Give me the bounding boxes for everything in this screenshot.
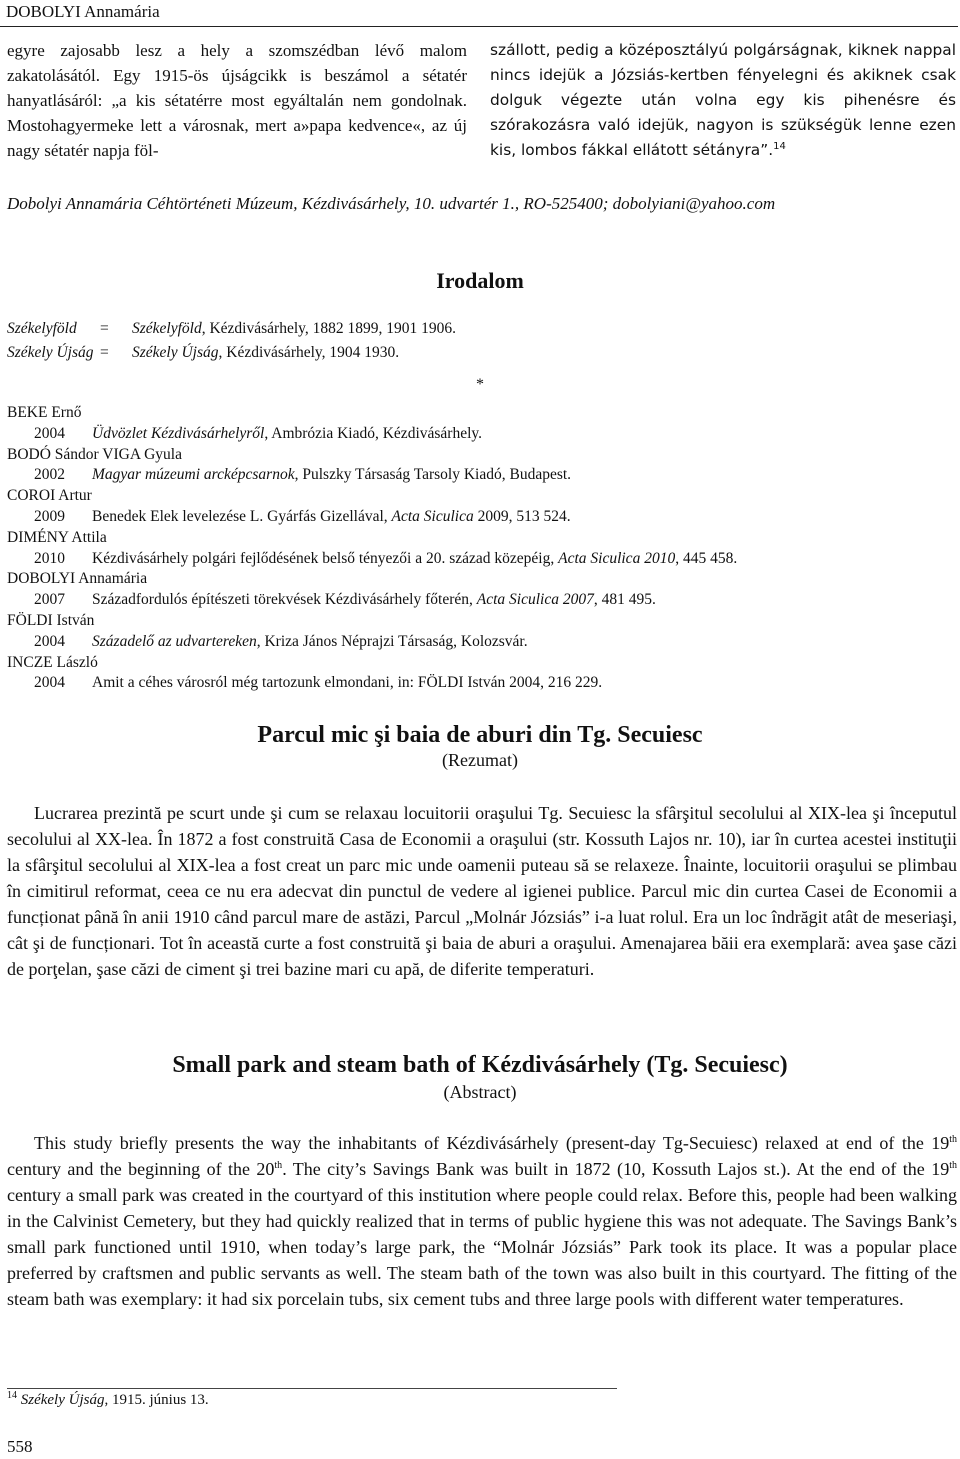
bibliography-author: BODÓ Sándor VIGA Gyula — [7, 445, 182, 463]
bibliography-year: 2007 — [34, 591, 65, 609]
romanian-abstract-body — [7, 800, 957, 982]
footnote-source: Székely Újság — [20, 1392, 105, 1408]
bibliography-work: 2010 Kézdivásárhely polgári fejlődésének belső tényezői a 20. század közepéig, Acta Siculica 2010, 445 458. — [7, 549, 957, 570]
body-column-left — [7, 38, 467, 163]
bibliography-work: 2002 Magyar múzeumi arcképcsarnok, Pulszky Társaság Tarsoly Kiadó, Budapest. — [7, 465, 957, 486]
footnote — [7, 1392, 209, 1409]
bibliography-work: 2004 Amit a céhes városról még tartozunk elmondani, in: FÖLDI István 2004, 216 229. — [7, 673, 957, 694]
bibliography-list — [7, 403, 957, 694]
source-equals: = — [100, 344, 109, 361]
superscript: th — [949, 1160, 957, 1171]
bibliography-year: 2002 — [34, 466, 65, 484]
bibliography-author: DIMÉNY Attila — [7, 528, 107, 546]
source-name: Székelyföld — [132, 320, 202, 337]
running-header: DOBOLYI Annamária — [6, 2, 160, 21]
author-affiliation: Dobolyi Annamária Céhtörténeti Múzeum, Kézdivásárhely, 10. udvartér 1., RO-525400; dobolyiani@yahoo.com — [7, 194, 776, 213]
bibliography-author: DOBOLYI Annamária — [7, 570, 148, 588]
bibliography-author: INCZE László — [7, 653, 98, 671]
bibliography-work: 2004 Üdvözlet Kézdivásárhelyről, Ambrózia Kiadó, Kézdivásárhely. — [7, 424, 957, 445]
romanian-abstract-subtitle: (Rezumat) — [442, 750, 518, 770]
footnote-number: 14 — [7, 1390, 17, 1401]
bibliography-year: 2004 — [34, 632, 65, 650]
section-separator: * — [476, 376, 484, 393]
superscript: th — [949, 1134, 957, 1145]
source-line — [7, 344, 399, 362]
bibliography-entry — [7, 445, 957, 487]
bibliography-year: 2009 — [34, 507, 65, 525]
source-details: , Kézdivásárhely, 1904 1930. — [218, 344, 400, 361]
bibliography-year: 2004 — [34, 424, 65, 442]
body-right-text: szállott, pedig a középosztályú polgárságnak, kiknek nappal nincs idejük a Józsiás-kertben fényelegni és akiknek csak dolguk végezte után volna egy kis pihenésre és szórakozásra való idejük, nagyon is szükségük lenne ezen kis, lombos fákkal ellátott sétányra”. — [490, 41, 956, 159]
bibliography-entry — [7, 569, 957, 611]
footnote-reference: 14 — [773, 140, 786, 152]
source-details: , Kézdivásárhely, 1882 1899, 1901 1906. — [201, 320, 457, 337]
body-left-text: egyre zajosabb lesz a hely a szomszédban lévő malom zakatolásától. Egy 1915-ös újságcikk is beszámol a sétatér hanyatlásáról: „a kis sétatérre most egyáltalán nem gondolnak. Mostohagyermeke lett a városnak, mert a»papa kedvence«, az új nagy sétatér napja föl- — [7, 41, 467, 160]
source-name: Székely Újság — [132, 344, 219, 361]
source-line — [7, 320, 456, 338]
bibliography-entry — [7, 611, 957, 653]
bibliography-author: COROI Artur — [7, 487, 92, 505]
body-column-right — [490, 38, 956, 163]
english-abstract-text: This study briefly presents the way the inhabitants of Kézdivásárhely (present-day Tg-Secuiesc) relaxed at end of the 19th century and the beginning of the 20th. The city’s Savings Bank was built in 1872 (10, Kossuth Lajos st.). At the end of the 19th century a small park was created in the courtyard of this institution where people could relax. Before this, people had been walking in the Calvinist Cemetery, but they had quickly realized that in terms of public hygiene this was not adequate. The Savings Bank’s small park functioned until 1910, when today’s large park, the “Molnár Józsiás” Park took its place. It was a popular place preferred by craftsmen and public servants as well. The steam bath of the town was also built in this courtyard. The fitting of the steam bath was exemplary: it had six porcelain tubs, six cement tubs and three large pools with different water temperatures. — [7, 1133, 957, 1309]
bibliography-year: 2004 — [34, 674, 65, 692]
bibliography-entry — [7, 528, 957, 570]
bibliography-entry — [7, 653, 957, 695]
bibliography-year: 2010 — [34, 549, 65, 567]
source-equals: = — [100, 320, 109, 337]
header-divider — [0, 26, 958, 27]
bibliography-entry — [7, 486, 957, 528]
literature-heading: Irodalom — [436, 268, 524, 293]
english-abstract-body — [7, 1130, 957, 1312]
english-abstract-title: Small park and steam bath of Kézdivásárhely (Tg. Secuiesc) — [172, 1052, 788, 1078]
bibliography-work: 2007 Századfordulós építészeti törekvések Kézdivásárhely főterén, Acta Siculica 2007, 481 495. — [7, 590, 957, 611]
footnote-divider — [7, 1388, 617, 1389]
source-abbreviation: Székelyföld — [7, 320, 77, 337]
bibliography-author: FÖLDI István — [7, 611, 95, 629]
superscript: th — [274, 1160, 283, 1171]
bibliography-entry — [7, 403, 957, 445]
bibliography-author: BEKE Ernő — [7, 404, 82, 421]
english-abstract-subtitle: (Abstract) — [443, 1082, 517, 1102]
footnote-text: , 1915. június 13. — [104, 1392, 209, 1408]
body-right-paragraph — [490, 38, 956, 163]
romanian-abstract-title: Parcul mic şi baia de aburi din Tg. Secuiesc — [257, 722, 703, 748]
page-number: 558 — [7, 1437, 33, 1456]
bibliography-work: 2004 Századelő az udvartereken, Kriza János Néprajzi Társaság, Kolozsvár. — [7, 632, 957, 653]
romanian-abstract-text: Lucrarea prezintă pe scurt unde şi cum se relaxau locuitorii oraşului Tg. Secuiesc la sfârşitul secolului al XIX-lea şi începutul secolului al XX-lea. În 1872 a fost construită Casa de Economii a oraşului (str. Kossuth Lajos nr. 10), iar în curtea acestei instituţii la sfârşitul secolului al XIX-lea a fost creat un parc mic unde oamenii puteau să se relaxeze. Înainte, locuitorii oraşului se plimbau în cimitirul reformat, ceea ce nu era adecvat din punctul de vedere al igienei publice. Parcul mic din curtea Casei de Economii a funcționat până în anii 1910 când parcul mare de astăzi, Parcul „Molnár Józsiás” i-a luat rolul. Era un loc îndrăgit atât de meseriaşi, cât şi de funcționari. Tot în această curte a fost construită şi baia de aburi a oraşului. Amenajarea băii era exemplară: avea şase căzi de porţelan, şase căzi de ciment şi trei bazine mari cu apă, de diferite temperaturi. — [7, 803, 957, 979]
source-abbreviation: Székely Újság — [7, 344, 94, 361]
bibliography-work: 2009 Benedek Elek levelezése L. Gyárfás Gizellával, Acta Siculica 2009, 513 524. — [7, 507, 957, 528]
